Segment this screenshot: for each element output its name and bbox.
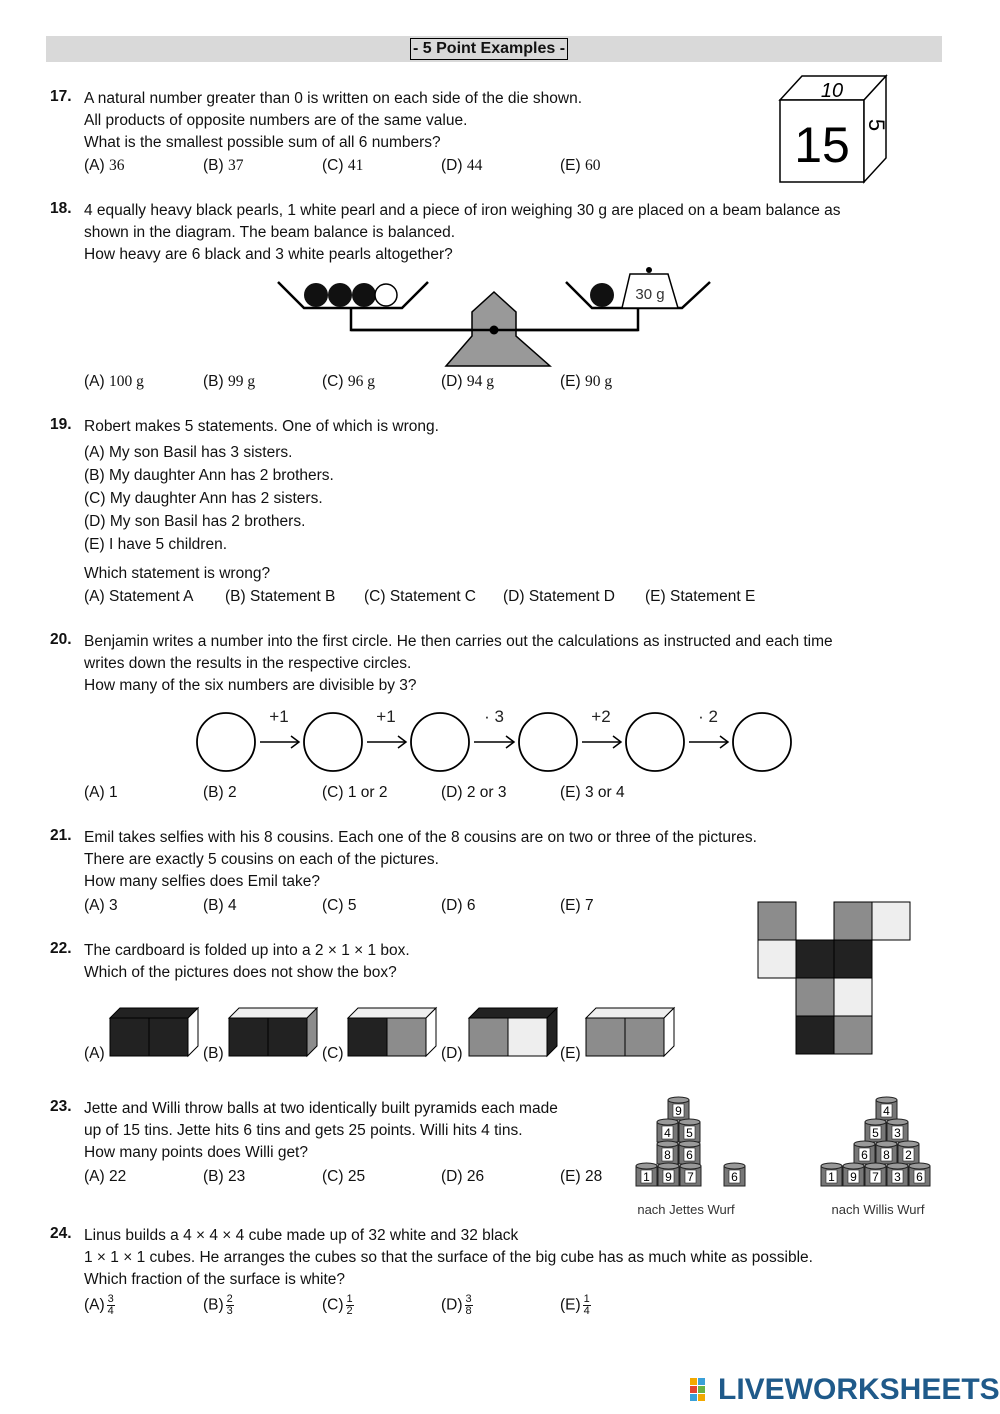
tin-number: 9	[675, 1104, 682, 1118]
box-picture-a	[110, 1008, 198, 1056]
answer-option[interactable]: (A) 1	[84, 784, 118, 801]
tin	[887, 1163, 908, 1186]
fraction: $\frac{1}{4}$	[583, 1293, 590, 1317]
pyramid-caption: nach Willis Wurf	[831, 1202, 925, 1217]
tin-number: 3	[894, 1170, 901, 1184]
question-line: How many selfies does Emil take?	[84, 873, 321, 890]
question-line: Jette and Willi throw balls at two identically built pyramids each made	[84, 1100, 558, 1117]
section-title: - 5 Point Examples -	[410, 38, 568, 60]
answer-option[interactable]: (B)	[203, 1045, 224, 1062]
tin-number: 4	[883, 1104, 890, 1118]
answer-option[interactable]: (D) $\frac{3}{8}$	[441, 1293, 472, 1317]
black-pearl	[328, 283, 352, 307]
answer-option[interactable]: (B) 99 g	[203, 373, 256, 390]
question-text	[84, 1225, 813, 1291]
tin-number: 6	[686, 1148, 693, 1162]
answer-option[interactable]: (B) 4	[203, 897, 237, 914]
operation-label: · 2	[698, 707, 718, 726]
tin-number: 6	[731, 1170, 738, 1184]
answer-option[interactable]: (D) 2 or 3	[441, 784, 507, 801]
circle-chain-figure	[190, 702, 800, 778]
tin	[724, 1163, 745, 1186]
tin	[843, 1163, 864, 1186]
question-number: 23.	[50, 1098, 72, 1115]
tin	[679, 1119, 700, 1142]
answer-option[interactable]: (A) Statement A	[84, 588, 194, 605]
logo-icon	[690, 1378, 714, 1402]
tin	[876, 1097, 897, 1120]
statement-item: (B) My daughter Ann has 2 brothers.	[84, 467, 334, 484]
answer-option[interactable]: (A) $\frac{3}{4}$	[84, 1293, 114, 1317]
tin-number: 9	[665, 1170, 672, 1184]
question-text	[84, 1098, 558, 1164]
question-text	[84, 200, 841, 266]
cardboard-net-figure	[756, 900, 914, 1058]
answer-option[interactable]: (A) 3	[84, 897, 118, 914]
tin-number: 2	[905, 1148, 912, 1162]
answer-option[interactable]: (B) 2	[203, 784, 237, 801]
question-line: Benjamin writes a number into the first circle. He then carries out the calculations as instructed and each time	[84, 633, 833, 650]
question-line: The cardboard is folded up into a 2 × 1 × 1 box.	[84, 942, 410, 959]
answer-option[interactable]: (E) 60	[560, 157, 601, 174]
answer-option[interactable]: (D) Statement D	[503, 588, 615, 605]
tin-number: 1	[828, 1170, 835, 1184]
question-text	[84, 631, 833, 697]
tin	[898, 1141, 919, 1164]
box-pictures-figure	[108, 1004, 688, 1060]
fraction: $\frac{2}{3}$	[226, 1293, 233, 1317]
answer-option[interactable]: (E)	[560, 1045, 581, 1062]
answer-option[interactable]: (D) 94 g	[441, 373, 494, 390]
question-line: Linus builds a 4 × 4 × 4 cube made up of 32 white and 32 black	[84, 1227, 519, 1244]
question-line: All products of opposite numbers are of the same value.	[84, 112, 468, 129]
answer-option[interactable]: (C) 25	[322, 1168, 366, 1185]
question-number: 19.	[50, 416, 72, 433]
die-figure	[770, 70, 894, 190]
statement-item: (E) I have 5 children.	[84, 536, 228, 553]
question-line: Which of the pictures does not show the box?	[84, 964, 397, 981]
question-line: A natural number greater than 0 is written on each side of the die shown.	[84, 90, 583, 107]
box-picture-e	[586, 1008, 674, 1056]
statement-list	[84, 441, 334, 556]
liveworksheets-logo[interactable]	[690, 1374, 1000, 1406]
tin	[865, 1163, 886, 1186]
tin-number: 7	[872, 1170, 879, 1184]
statement-item: (C) My daughter Ann has 2 sisters.	[84, 490, 323, 507]
answer-option[interactable]: (E) 28	[560, 1168, 603, 1185]
fraction: $\frac{1}{2}$	[346, 1293, 353, 1317]
answer-option[interactable]: (E) 3 or 4	[560, 784, 625, 801]
tin-number: 7	[687, 1170, 694, 1184]
number-circle	[519, 713, 577, 771]
tin-number: 8	[883, 1148, 890, 1162]
question-number: 24.	[50, 1225, 72, 1242]
answer-option[interactable]: (B) 37	[203, 157, 244, 174]
die-side-number: 5	[864, 118, 889, 132]
number-circle	[304, 713, 362, 771]
number-circle	[197, 713, 255, 771]
tin	[865, 1119, 886, 1142]
die-front-number: 15	[794, 117, 850, 173]
operation-label: · 3	[484, 707, 504, 726]
beam-balance-figure	[270, 262, 720, 374]
tin-number: 5	[872, 1126, 879, 1140]
answer-option[interactable]: (E) 7	[560, 897, 594, 914]
tin-number: 4	[664, 1126, 671, 1140]
question-line: How many of the six numbers are divisible by 3?	[84, 677, 417, 694]
answer-option[interactable]: (C) 41	[322, 157, 364, 174]
question-line: up of 15 tins. Jette hits 6 tins and gets 25 points. Willi hits 4 tins.	[84, 1122, 523, 1139]
question-line: Which statement is wrong?	[84, 565, 271, 582]
tin-pyramids-figure	[628, 1088, 938, 1222]
statement-item: (D) My son Basil has 2 brothers.	[84, 513, 306, 530]
operation-label: +1	[269, 707, 289, 726]
box-picture-b	[229, 1008, 317, 1056]
answer-option[interactable]: (B) $\frac{2}{3}$	[203, 1293, 233, 1317]
answer-option[interactable]: (E) $\frac{1}{4}$	[560, 1293, 590, 1317]
operation-label: +2	[591, 707, 611, 726]
question-line: How heavy are 6 black and 3 white pearls altogether?	[84, 246, 453, 263]
tin-number: 5	[686, 1126, 693, 1140]
tin-number: 6	[861, 1148, 868, 1162]
question-line: 1 × 1 × 1 cubes. He arranges the cubes so that the surface of the big cube has as much white as possible.	[84, 1249, 813, 1266]
weight-label: 30 g	[635, 286, 665, 303]
fraction: $\frac{3}{8}$	[465, 1293, 472, 1317]
answer-option[interactable]: (D) 44	[441, 157, 483, 174]
question-text	[84, 88, 582, 154]
question-line: Emil takes selfies with his 8 cousins. Each one of the 8 cousins are on two or three of the pictures.	[84, 829, 757, 846]
logo-text: LIVEWORKSHEETS	[718, 1373, 1000, 1406]
black-pearl	[352, 283, 376, 307]
answer-option[interactable]: (C) 1 or 2	[322, 784, 388, 801]
answer-option[interactable]: (D)	[441, 1045, 463, 1062]
tin	[657, 1141, 678, 1164]
tin	[887, 1119, 908, 1142]
tin-number: 1	[643, 1170, 650, 1184]
answer-option[interactable]: (A) 100 g	[84, 373, 144, 390]
fraction: $\frac{3}{4}$	[107, 1293, 114, 1317]
answer-option[interactable]: (C)	[322, 1045, 344, 1062]
tin-number: 8	[664, 1148, 671, 1162]
tin	[909, 1163, 930, 1186]
answer-option[interactable]: (B) 23	[203, 1168, 246, 1185]
tin	[876, 1141, 897, 1164]
tin	[679, 1141, 700, 1164]
question-line: 4 equally heavy black pearls, 1 white pearl and a piece of iron weighing 30 g are placed on a beam balance as	[84, 202, 841, 219]
black-pearl	[304, 283, 328, 307]
answer-option[interactable]: (D) 6	[441, 897, 476, 914]
operation-label: +1	[376, 707, 396, 726]
box-picture-c	[348, 1008, 436, 1056]
question-line: Which fraction of the surface is white?	[84, 1271, 346, 1288]
question-number: 20.	[50, 631, 72, 648]
tin	[668, 1097, 689, 1120]
question-number: 22.	[50, 940, 72, 957]
number-circle	[733, 713, 791, 771]
answer-option[interactable]: (C) Statement C	[364, 588, 476, 605]
tin	[657, 1119, 678, 1142]
answer-option[interactable]: (C) 5	[322, 897, 357, 914]
question-number: 18.	[50, 200, 72, 217]
question-line: There are exactly 5 cousins on each of the pictures.	[84, 851, 439, 868]
question-line: How many points does Willi get?	[84, 1144, 308, 1161]
question-line: writes down the results in the respective circles.	[84, 655, 412, 672]
number-circle	[411, 713, 469, 771]
tin-number: 9	[850, 1170, 857, 1184]
answer-option[interactable]: (E) Statement E	[645, 588, 756, 605]
answer-option[interactable]: (D) 26	[441, 1168, 485, 1185]
question-number: 21.	[50, 827, 72, 844]
tin-number: 6	[916, 1170, 923, 1184]
tin	[854, 1141, 875, 1164]
white-pearl	[375, 284, 397, 306]
answer-option[interactable]: (A)	[84, 1045, 105, 1062]
answer-option[interactable]: (A) 36	[84, 157, 125, 174]
answer-option[interactable]: (C) 96 g	[322, 373, 375, 390]
answer-option[interactable]: (A) 22	[84, 1168, 127, 1185]
question-line: shown in the diagram. The beam balance is balanced.	[84, 224, 456, 241]
question-line: Robert makes 5 statements. One of which is wrong.	[84, 418, 439, 435]
die-top-number: 10	[820, 80, 844, 102]
question-text	[84, 827, 757, 893]
question-number: 17.	[50, 88, 72, 105]
answer-option[interactable]: (E) 90 g	[560, 373, 613, 390]
tin	[658, 1163, 679, 1186]
number-circle	[626, 713, 684, 771]
tin	[636, 1163, 657, 1186]
pyramid-left	[636, 1097, 745, 1186]
tin	[821, 1163, 842, 1186]
pyramid-caption: nach Jettes Wurf	[637, 1202, 735, 1217]
pyramid-right	[821, 1097, 930, 1186]
box-picture-d	[469, 1008, 557, 1056]
black-pearl	[590, 283, 614, 307]
answer-option[interactable]: (C) $\frac{1}{2}$	[322, 1293, 353, 1317]
tin	[680, 1163, 701, 1186]
question-text	[84, 940, 410, 984]
question-line: What is the smallest possible sum of all 6 numbers?	[84, 134, 441, 151]
tin-number: 3	[894, 1126, 901, 1140]
statement-item: (A) My son Basil has 3 sisters.	[84, 444, 293, 461]
answer-option[interactable]: (B) Statement B	[225, 588, 336, 605]
